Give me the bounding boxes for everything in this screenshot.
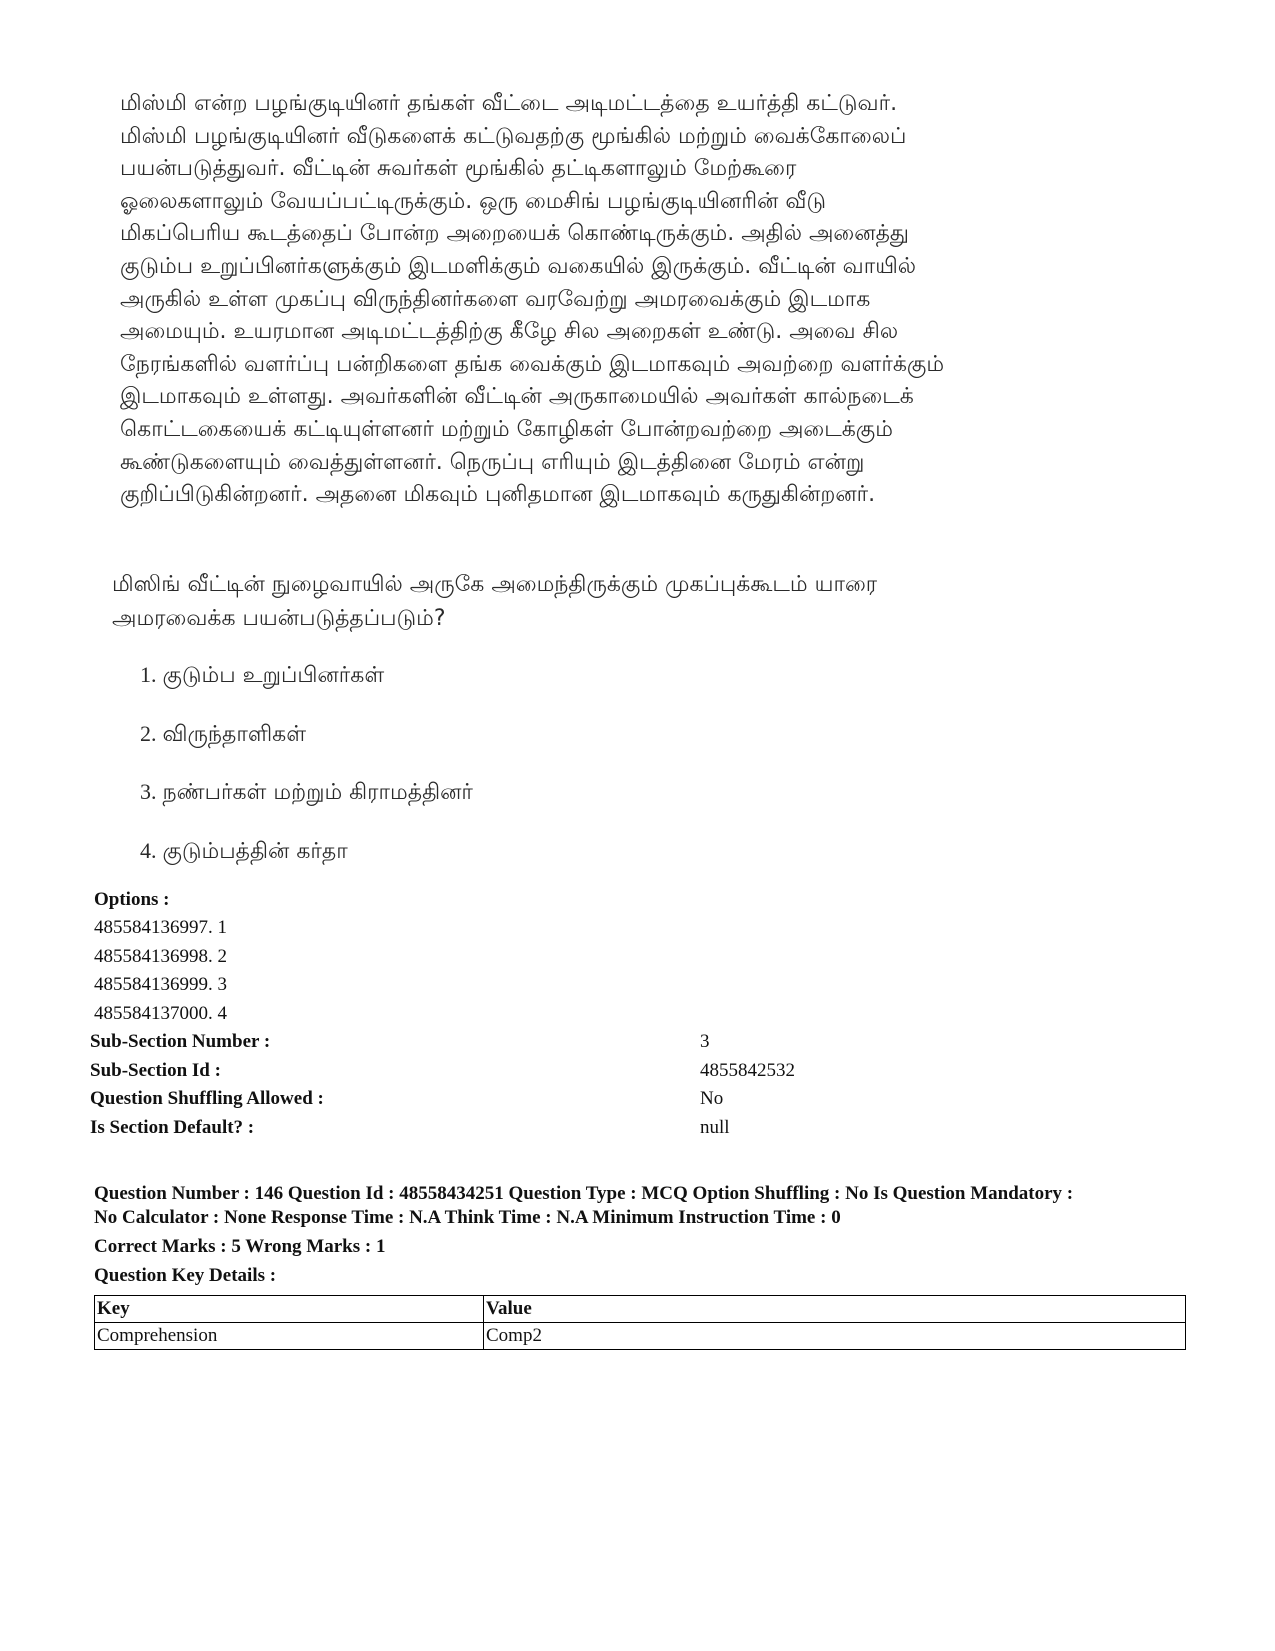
- info-value: No: [700, 1088, 724, 1110]
- passage-line: மிஸ்மி என்ற பழங்குடியினர் தங்கள் வீட்டை அடிமட்டத்தை உயர்த்தி கட்டுவர்.: [120, 91, 898, 116]
- table-header-row: [95, 1296, 1186, 1323]
- info-label: Sub-Section Number :: [90, 1031, 271, 1052]
- passage-line: அருகில் உள்ள முகப்பு விருந்தினர்களை வரவேற்று அமரவைக்கும் இடமாக: [120, 286, 871, 312]
- question-line: மிஸிங் வீட்டின் நுழைவாயில் அருகே அமைந்திருக்கும் முகப்புக்கூடம் யாரை: [112, 572, 878, 597]
- column-header-value: Value: [484, 1296, 1186, 1323]
- answer-choice-2: [140, 719, 473, 778]
- answer-choice-1: [140, 660, 473, 719]
- choice-text: குடும்பத்தின் கர்தா: [162, 838, 348, 864]
- choice-text: விருந்தாளிகள்: [162, 721, 307, 747]
- passage-line: இடமாகவும் உள்ளது. அவர்களின் வீட்டின் அருகாமையில் அவர்கள் கால்நடைக்: [120, 384, 914, 410]
- answer-choice-3: [140, 777, 473, 836]
- choice-text: குடும்ப உறுப்பினர்கள்: [162, 663, 385, 688]
- choice-number: 3.: [140, 779, 157, 804]
- answer-choice-4: [140, 836, 473, 895]
- info-value: null: [700, 1116, 730, 1138]
- question-meta: [94, 1182, 1204, 1288]
- subsection-info: [90, 1030, 1190, 1144]
- passage-line: மிஸ்மி பழங்குடியினர் வீடுகளைக் கட்டுவதற்கு மூங்கில் மற்றும் வைக்கோலைப்: [120, 123, 907, 149]
- passage-line: குறிப்பிடுகின்றனர். அதனை மிகவும் புனிதமான இடமாகவும் கருதுகின்றனர்.: [120, 482, 876, 508]
- subsection-id-row: [90, 1059, 1190, 1088]
- choice-number: 4.: [140, 837, 157, 863]
- answer-choices: [140, 660, 473, 894]
- table-row: [95, 1323, 1186, 1350]
- option-id-row: 485584136999. 3: [94, 974, 227, 996]
- question-line: அமரவைக்க பயன்படுத்தப்படும்?: [112, 606, 446, 631]
- info-label: Question Shuffling Allowed :: [90, 1088, 324, 1110]
- passage-line: ஓலைகளாலும் வேயப்பட்டிருக்கும். ஒரு மைசிங் பழங்குடியினரின் வீடு: [120, 188, 827, 214]
- info-label: Sub-Section Id :: [90, 1059, 221, 1081]
- question-key-table: [94, 1295, 1186, 1350]
- comprehension-passage: [120, 88, 1200, 512]
- info-value: 4855842532: [700, 1059, 795, 1081]
- column-header-key: Key: [95, 1296, 484, 1323]
- question-meta-line: Question Number : 146 Question Id : 48558434251 Question Type : MCQ Option Shuffling : No Is Question Mandatory :: [94, 1183, 1074, 1204]
- options-title: Options :: [94, 889, 170, 910]
- option-id-row: 485584136997. 1: [94, 917, 227, 938]
- options-list: [94, 888, 227, 1031]
- choice-text: நண்பர்கள் மற்றும் கிராமத்தினர்: [162, 780, 473, 805]
- question-shuffling-row: [90, 1087, 1190, 1116]
- info-label: Is Section Default? :: [90, 1116, 255, 1138]
- passage-line: பயன்படுத்துவர். வீட்டின் சுவர்கள் மூங்கில் தட்டிகளாலும் மேற்கூரை: [120, 156, 797, 182]
- section-default-row: [90, 1116, 1190, 1145]
- passage-line: கூண்டுகளையும் வைத்துள்ளனர். நெருப்பு எரியும் இடத்தினை மேரம் என்று: [120, 449, 865, 475]
- table-cell-value: Comp2: [484, 1323, 1186, 1350]
- key-details-title: Question Key Details :: [94, 1265, 277, 1286]
- passage-line: கொட்டகையைக் கட்டியுள்ளனர் மற்றும் கோழிகள் போன்றவற்றை அடைக்கும்: [120, 416, 893, 442]
- question-text: [112, 568, 1202, 636]
- passage-line: மிகப்பெரிய கூடத்தைப் போன்ற அறையைக் கொண்டிருக்கும். அதில் அனைத்து: [120, 221, 909, 247]
- passage-line: அமையும். உயரமான அடிமட்டத்திற்கு கீழே சில அறைகள் உண்டு. அவை சில: [120, 319, 899, 345]
- passage-line: நேரங்களில் வளர்ப்பு பன்றிகளை தங்க வைக்கும் இடமாகவும் அவற்றை வளர்க்கும்: [120, 351, 945, 377]
- info-value: 3: [700, 1031, 710, 1052]
- choice-number: 2.: [140, 720, 157, 746]
- marks-line: Correct Marks : 5 Wrong Marks : 1: [94, 1236, 386, 1257]
- question-meta-line: No Calculator : None Response Time : N.A Think Time : N.A Minimum Instruction Time : 0: [94, 1207, 841, 1228]
- option-id-row: 485584136998. 2: [94, 945, 227, 967]
- choice-number: 1.: [140, 662, 157, 687]
- option-id-row: 485584137000. 4: [94, 1003, 227, 1025]
- subsection-number-row: [90, 1030, 1190, 1059]
- passage-line: குடும்ப உறுப்பினர்களுக்கும் இடமளிக்கும் வகையில் இருக்கும். வீட்டின் வாயில்: [120, 253, 917, 279]
- table-cell-key: Comprehension: [95, 1323, 484, 1350]
